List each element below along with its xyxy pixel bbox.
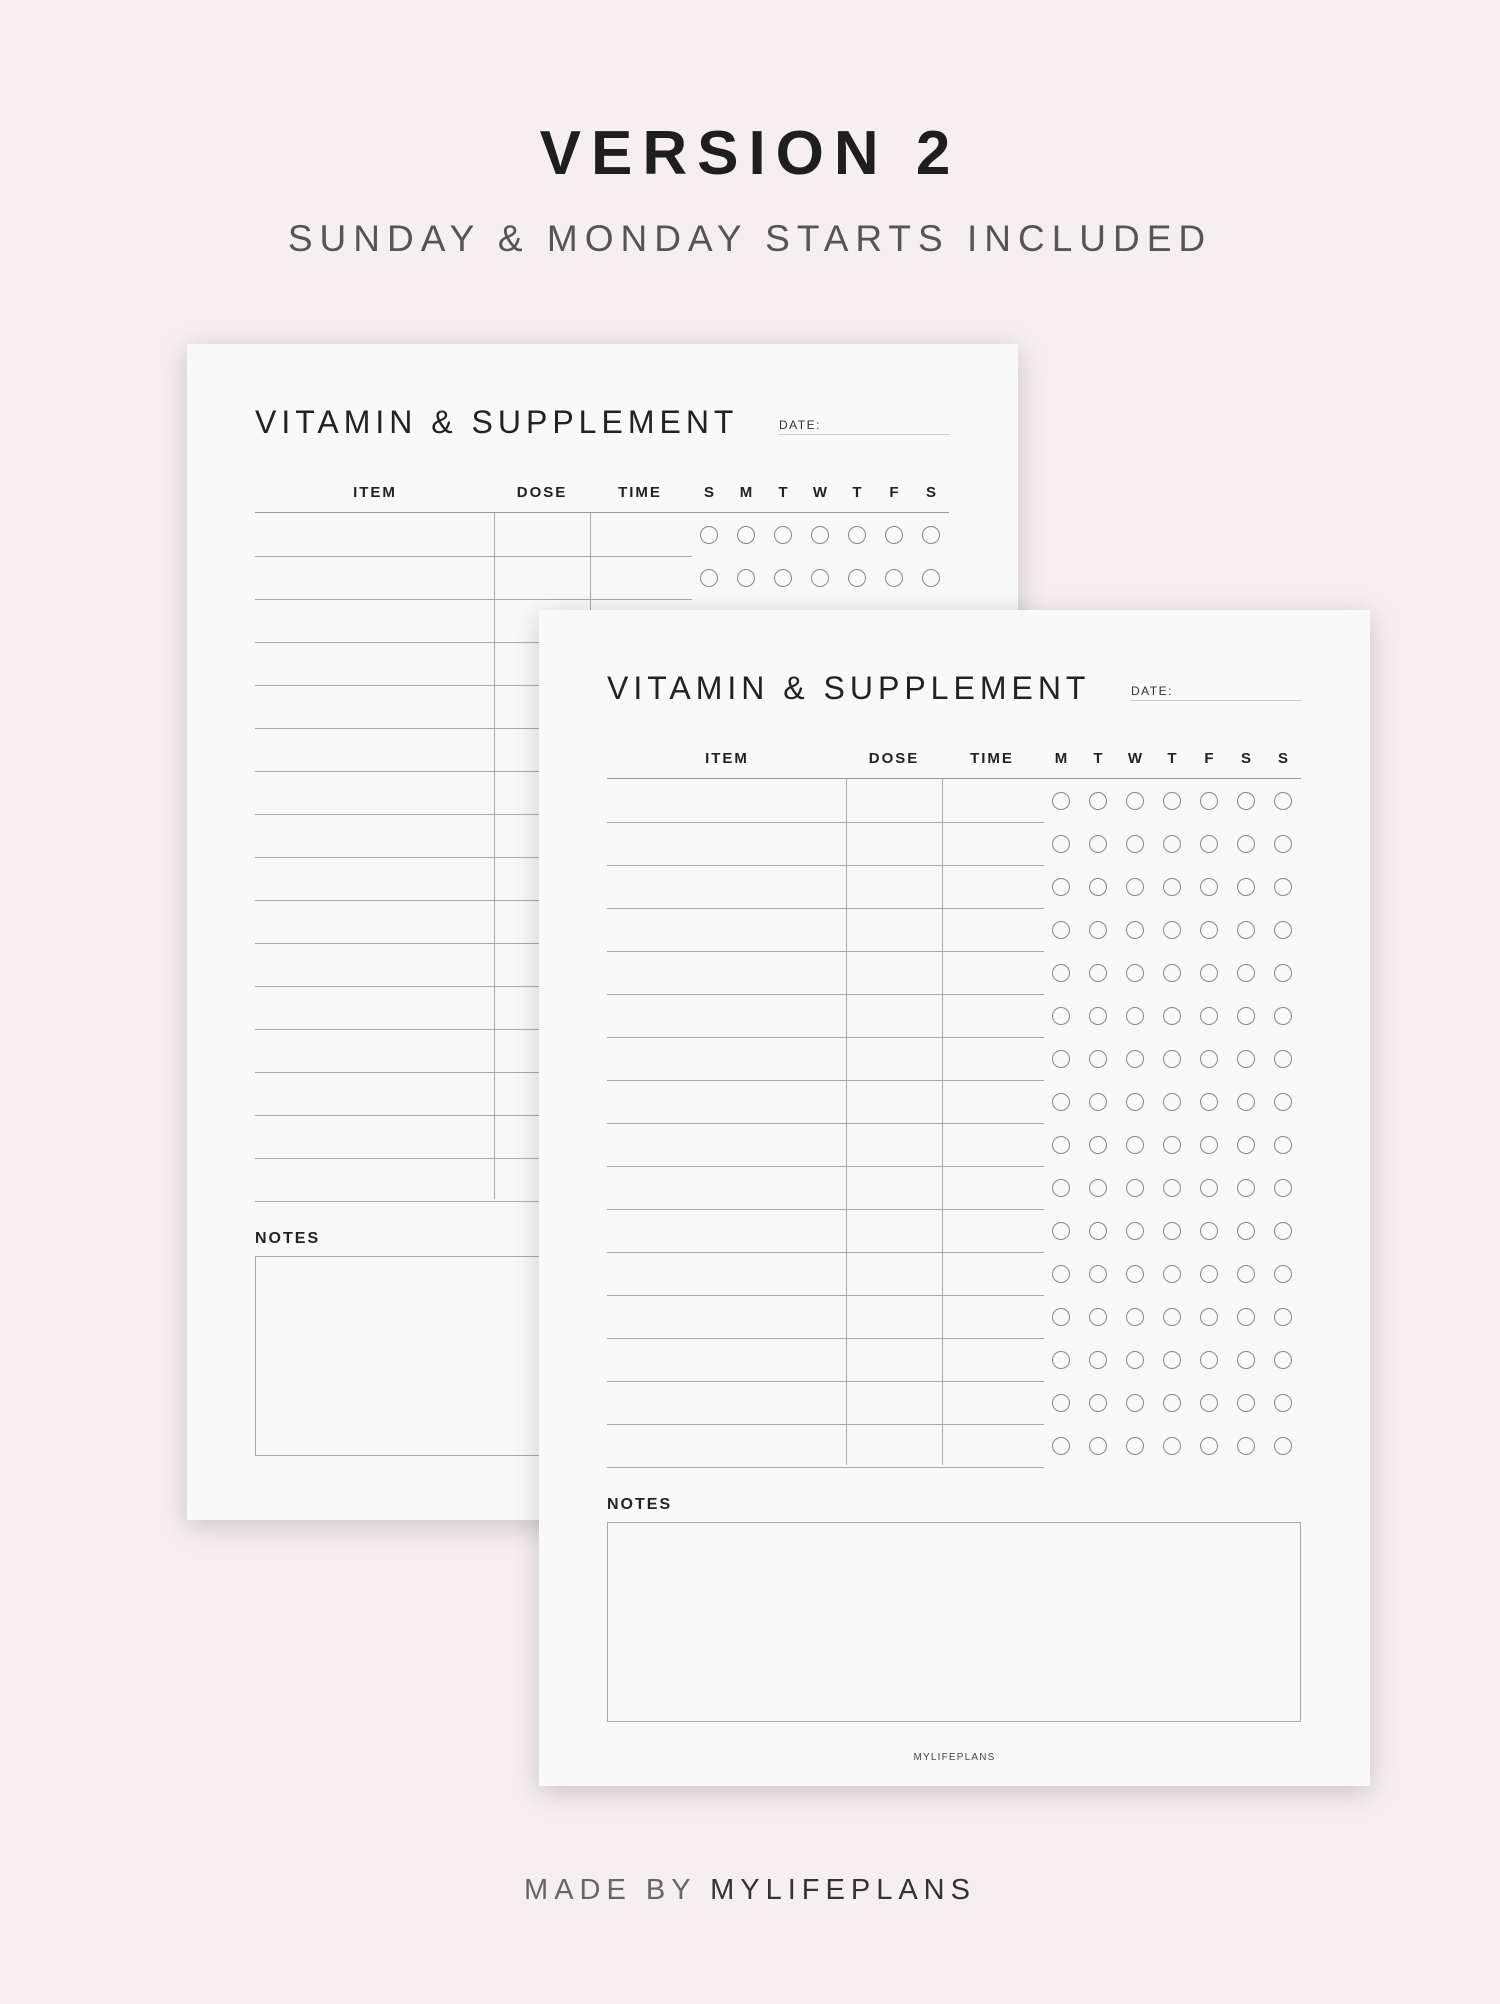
date-field[interactable] [1131, 700, 1301, 701]
day-checkbox[interactable] [1126, 1179, 1144, 1197]
day-checkbox[interactable] [1200, 1265, 1218, 1283]
day-checkbox[interactable] [1089, 878, 1107, 896]
day-header: M [1054, 750, 1068, 767]
day-checkbox[interactable] [1274, 921, 1292, 939]
day-checkbox[interactable] [1237, 792, 1255, 810]
day-checkbox[interactable] [1274, 1394, 1292, 1412]
day-checkbox[interactable] [1237, 1136, 1255, 1154]
day-checkbox[interactable] [1200, 1179, 1218, 1197]
day-checkbox[interactable] [1052, 1265, 1070, 1283]
date-field[interactable] [779, 434, 949, 435]
day-checkbox[interactable] [1163, 964, 1181, 982]
day-checkbox[interactable] [700, 569, 718, 587]
day-checkbox[interactable] [1126, 1437, 1144, 1455]
day-checkbox[interactable] [1052, 1222, 1070, 1240]
item-column-header: ITEM [705, 750, 749, 767]
day-checkbox[interactable] [1237, 964, 1255, 982]
day-checkbox[interactable] [1126, 835, 1144, 853]
day-checkbox[interactable] [1089, 792, 1107, 810]
day-checkbox[interactable] [1163, 1351, 1181, 1369]
day-header: S [703, 484, 714, 501]
day-checkbox[interactable] [1237, 1351, 1255, 1369]
footer-credit [0, 1874, 1500, 1907]
day-checkbox[interactable] [1163, 1093, 1181, 1111]
footer-brand: MYLIFEPLANS [710, 1874, 976, 1906]
day-checkbox[interactable] [1163, 1308, 1181, 1326]
day-checkbox[interactable] [1126, 1136, 1144, 1154]
day-checkbox[interactable] [1200, 792, 1218, 810]
day-checkbox[interactable] [1163, 835, 1181, 853]
day-checkbox[interactable] [1052, 1351, 1070, 1369]
dose-column-header: DOSE [516, 484, 568, 501]
day-checkbox[interactable] [737, 526, 755, 544]
table-row[interactable] [607, 1209, 1044, 1210]
day-checkbox[interactable] [1052, 1136, 1070, 1154]
day-header: M [739, 484, 753, 501]
day-checkbox[interactable] [1237, 1437, 1255, 1455]
sheet-title: VITAMIN & SUPPLEMENT [255, 404, 739, 440]
day-checkbox[interactable] [1237, 1265, 1255, 1283]
day-checkbox[interactable] [1200, 878, 1218, 896]
day-checkbox[interactable] [1163, 921, 1181, 939]
column-divider [942, 779, 943, 1465]
day-checkbox[interactable] [1052, 1437, 1070, 1455]
day-checkbox[interactable] [1274, 1136, 1292, 1154]
day-checkbox[interactable] [1126, 1222, 1144, 1240]
day-checkbox[interactable] [1089, 835, 1107, 853]
day-checkbox[interactable] [1274, 1050, 1292, 1068]
table-row[interactable] [607, 994, 1044, 995]
page-title: VERSION 2 [539, 119, 961, 188]
day-checkbox[interactable] [774, 526, 792, 544]
day-checkbox[interactable] [1274, 1351, 1292, 1369]
item-column-header: ITEM [353, 484, 397, 501]
day-checkbox[interactable] [1274, 1179, 1292, 1197]
day-checkbox[interactable] [848, 526, 866, 544]
dose-column-header: DOSE [868, 750, 920, 767]
day-checkbox[interactable] [1200, 964, 1218, 982]
day-checkbox[interactable] [1274, 835, 1292, 853]
table-row[interactable] [607, 1295, 1044, 1296]
notes-label: NOTES [255, 1230, 321, 1247]
day-checkbox[interactable] [1163, 878, 1181, 896]
table-row[interactable] [255, 556, 692, 557]
table-row[interactable] [607, 908, 1044, 909]
day-checkbox[interactable] [1163, 1007, 1181, 1025]
day-checkbox[interactable] [1052, 921, 1070, 939]
day-checkbox[interactable] [1163, 1179, 1181, 1197]
table-header-rule [607, 778, 1301, 779]
day-checkbox[interactable] [1126, 1093, 1144, 1111]
day-checkbox[interactable] [885, 526, 903, 544]
day-checkbox[interactable] [1052, 878, 1070, 896]
day-checkbox[interactable] [1274, 1007, 1292, 1025]
day-checkbox[interactable] [1200, 921, 1218, 939]
day-checkbox[interactable] [1052, 1308, 1070, 1326]
day-checkbox[interactable] [1052, 1007, 1070, 1025]
day-checkbox[interactable] [737, 569, 755, 587]
day-header: S [925, 484, 936, 501]
day-checkbox[interactable] [1126, 964, 1144, 982]
day-checkbox[interactable] [1274, 1265, 1292, 1283]
date-label: DATE: [1131, 684, 1173, 698]
day-checkbox[interactable] [774, 569, 792, 587]
day-checkbox[interactable] [1237, 1093, 1255, 1111]
day-checkbox[interactable] [1163, 1050, 1181, 1068]
day-checkbox[interactable] [1052, 792, 1070, 810]
day-checkbox[interactable] [1126, 1265, 1144, 1283]
day-header: T [1093, 750, 1103, 767]
day-checkbox[interactable] [1237, 835, 1255, 853]
footer-prefix: MADE BY [524, 1874, 697, 1906]
day-checkbox[interactable] [1237, 1050, 1255, 1068]
table-row[interactable] [607, 951, 1044, 952]
time-column-header: TIME [618, 484, 662, 501]
table-row[interactable] [607, 1338, 1044, 1339]
day-checkbox[interactable] [1163, 1265, 1181, 1283]
day-checkbox[interactable] [1274, 1093, 1292, 1111]
day-checkbox[interactable] [1200, 1093, 1218, 1111]
table-row[interactable] [607, 1424, 1044, 1425]
day-checkbox[interactable] [922, 569, 940, 587]
day-checkbox[interactable] [1200, 1007, 1218, 1025]
day-checkbox[interactable] [1126, 1351, 1144, 1369]
day-checkbox[interactable] [1200, 1394, 1218, 1412]
table-row[interactable] [607, 1252, 1044, 1253]
table-row[interactable] [255, 599, 692, 600]
time-column-header: TIME [970, 750, 1014, 767]
day-checkbox[interactable] [1200, 1308, 1218, 1326]
day-checkbox[interactable] [1274, 792, 1292, 810]
day-checkbox[interactable] [1052, 1394, 1070, 1412]
day-checkbox[interactable] [1052, 1050, 1070, 1068]
table-row[interactable] [607, 1467, 1044, 1468]
day-checkbox[interactable] [1089, 1437, 1107, 1455]
day-header: T [1167, 750, 1177, 767]
day-checkbox[interactable] [1089, 964, 1107, 982]
day-header: W [812, 484, 828, 501]
day-header: S [1277, 750, 1288, 767]
table-row[interactable] [607, 1166, 1044, 1167]
table-row[interactable] [607, 1123, 1044, 1124]
day-checkbox[interactable] [700, 526, 718, 544]
day-checkbox[interactable] [1200, 835, 1218, 853]
day-checkbox[interactable] [1200, 1437, 1218, 1455]
day-header: S [1240, 750, 1251, 767]
day-checkbox[interactable] [1163, 792, 1181, 810]
day-checkbox[interactable] [1200, 1050, 1218, 1068]
notes-label: NOTES [607, 1496, 673, 1513]
day-checkbox[interactable] [1237, 1179, 1255, 1197]
date-label: DATE: [779, 418, 821, 432]
notes-box[interactable] [607, 1522, 1301, 1722]
day-checkbox[interactable] [1089, 1265, 1107, 1283]
day-checkbox[interactable] [1126, 1007, 1144, 1025]
table-row[interactable] [607, 865, 1044, 866]
day-checkbox[interactable] [885, 569, 903, 587]
day-checkbox[interactable] [1052, 835, 1070, 853]
day-header: T [778, 484, 788, 501]
sheet-title: VITAMIN & SUPPLEMENT [607, 670, 1091, 706]
day-checkbox[interactable] [1237, 921, 1255, 939]
day-checkbox[interactable] [811, 526, 829, 544]
day-checkbox[interactable] [1126, 792, 1144, 810]
day-checkbox[interactable] [1237, 1394, 1255, 1412]
day-checkbox[interactable] [1089, 1222, 1107, 1240]
day-checkbox[interactable] [1089, 1093, 1107, 1111]
column-divider [494, 513, 495, 1199]
sheet-brand: MYLIFEPLANS [913, 1752, 996, 1763]
day-checkbox[interactable] [1237, 1007, 1255, 1025]
day-checkbox[interactable] [1089, 1050, 1107, 1068]
day-header: T [852, 484, 862, 501]
day-checkbox[interactable] [1089, 1179, 1107, 1197]
day-checkbox[interactable] [1274, 1308, 1292, 1326]
day-header: W [1127, 750, 1143, 767]
day-checkbox[interactable] [811, 569, 829, 587]
day-checkbox[interactable] [1052, 964, 1070, 982]
day-checkbox[interactable] [1126, 1050, 1144, 1068]
table-row[interactable] [607, 1080, 1044, 1081]
table-header-rule [255, 512, 949, 513]
day-checkbox[interactable] [1163, 1437, 1181, 1455]
table-row[interactable] [607, 1037, 1044, 1038]
day-checkbox[interactable] [1126, 921, 1144, 939]
day-checkbox[interactable] [1089, 1007, 1107, 1025]
day-checkbox[interactable] [1274, 1437, 1292, 1455]
day-checkbox[interactable] [1126, 878, 1144, 896]
day-checkbox[interactable] [1126, 1308, 1144, 1326]
day-checkbox[interactable] [1163, 1136, 1181, 1154]
table-row[interactable] [607, 1381, 1044, 1382]
day-checkbox[interactable] [1163, 1394, 1181, 1412]
day-checkbox[interactable] [1089, 921, 1107, 939]
page-subtitle: SUNDAY & MONDAY STARTS INCLUDED [287, 218, 1213, 259]
day-checkbox[interactable] [1200, 1222, 1218, 1240]
table-row[interactable] [607, 822, 1044, 823]
day-checkbox[interactable] [1052, 1093, 1070, 1111]
day-checkbox[interactable] [1237, 1222, 1255, 1240]
day-checkbox[interactable] [1200, 1136, 1218, 1154]
day-checkbox[interactable] [922, 526, 940, 544]
day-header: F [889, 484, 899, 501]
day-checkbox[interactable] [1163, 1222, 1181, 1240]
planner-sheet-monday-start [539, 610, 1370, 1786]
day-checkbox[interactable] [1089, 1136, 1107, 1154]
day-checkbox[interactable] [1089, 1308, 1107, 1326]
day-checkbox[interactable] [1089, 1394, 1107, 1412]
column-divider [846, 779, 847, 1465]
day-checkbox[interactable] [848, 569, 866, 587]
day-checkbox[interactable] [1200, 1351, 1218, 1369]
day-checkbox[interactable] [1274, 878, 1292, 896]
day-checkbox[interactable] [1052, 1179, 1070, 1197]
day-checkbox[interactable] [1274, 1222, 1292, 1240]
day-checkbox[interactable] [1237, 878, 1255, 896]
day-checkbox[interactable] [1237, 1308, 1255, 1326]
day-checkbox[interactable] [1274, 964, 1292, 982]
day-checkbox[interactable] [1126, 1394, 1144, 1412]
day-header: F [1204, 750, 1214, 767]
day-checkbox[interactable] [1089, 1351, 1107, 1369]
